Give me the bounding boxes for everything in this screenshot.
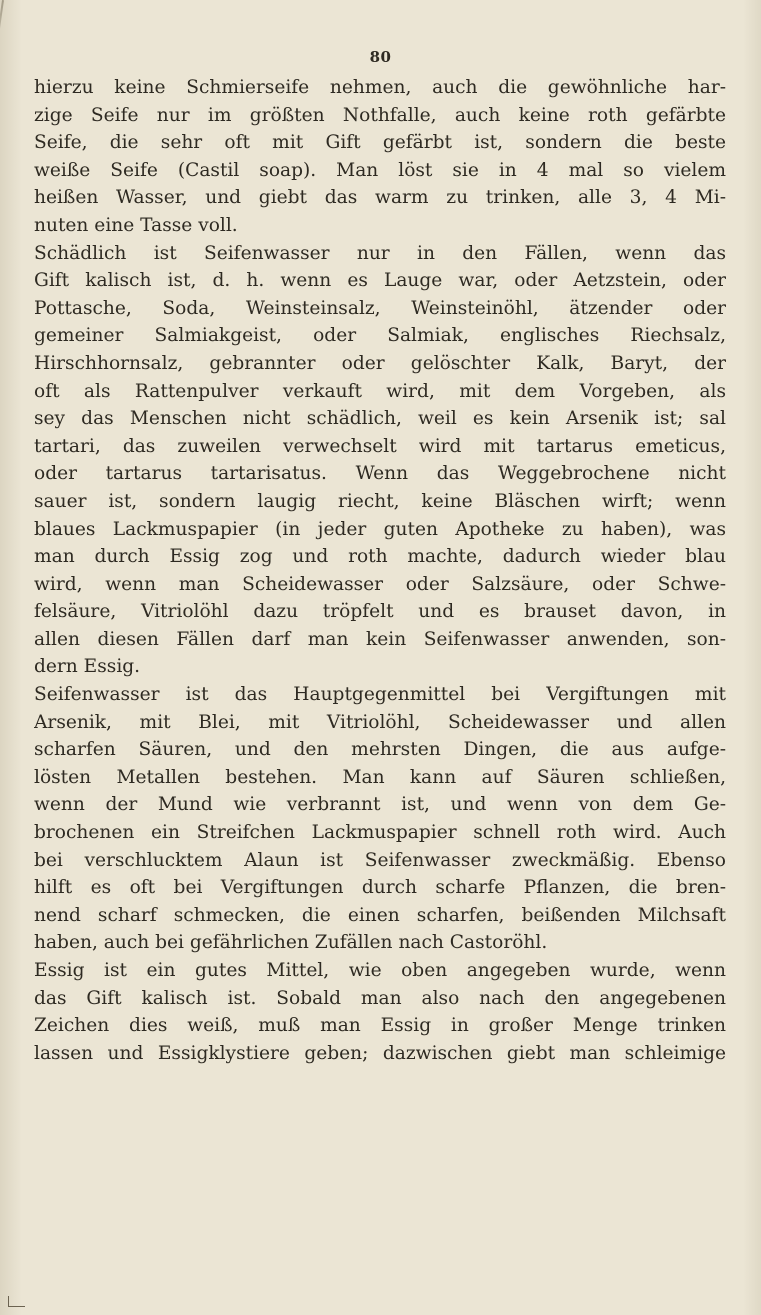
text-line: Seifenwasser ist das Hauptgegenmittel bei Vergiftungen mit bbox=[34, 684, 726, 706]
text-line: das Gift kalisch ist. Sobald man also nach den angegebenen bbox=[34, 987, 726, 1009]
text-line: lassen und Essigklystiere geben; dazwischen giebt man schleimige bbox=[34, 1042, 726, 1064]
text-line: sauer ist, sondern laugig riecht, keine Bläschen wirft; wenn bbox=[34, 490, 726, 512]
text-line: sey das Menschen nicht schädlich, weil es kein Arsenik ist; sal bbox=[34, 408, 726, 430]
text-line: oder tartarus tartarisatus. Wenn das Weggebrochene nicht bbox=[34, 463, 726, 485]
text-line: brochenen ein Streifchen Lackmuspapier schnell roth wird. Auch bbox=[34, 822, 726, 844]
text-line: felsäure, Vitriolöhl dazu tröpfelt und es brauset davon, in bbox=[34, 601, 726, 623]
text-line: scharfen Säuren, und den mehrsten Dingen, die aus aufge- bbox=[34, 739, 726, 761]
text-line: Pottasche, Soda, Weinsteinsalz, Weinsteinöhl, ätzender oder bbox=[34, 297, 726, 319]
text-line: haben, auch bei gefährlichen Zufällen nach Castoröhl. bbox=[34, 932, 548, 954]
text-line: bei verschlucktem Alaun ist Seifenwasser zweckmäßig. Ebenso bbox=[34, 849, 726, 871]
text-line: Arsenik, mit Blei, mit Vitriolöhl, Scheidewasser und allen bbox=[34, 711, 726, 733]
text-line: nuten eine Tasse voll. bbox=[34, 214, 238, 236]
text-line: gemeiner Salmiakgeist, oder Salmiak, englisches Riechsalz, bbox=[34, 325, 726, 347]
text-line: dern Essig. bbox=[34, 656, 141, 678]
text-line: wenn der Mund wie verbrannt ist, und wenn von dem Ge- bbox=[34, 794, 726, 816]
text-line: nend scharf schmecken, die einen scharfen, beißenden Milchsaft bbox=[34, 904, 726, 926]
text-line: blaues Lackmuspapier (in jeder guten Apotheke zu haben), was bbox=[34, 518, 726, 540]
text-line: heißen Wasser, und giebt das warm zu trinken, alle 3, 4 Mi- bbox=[34, 187, 726, 209]
text-line: Seife, die sehr oft mit Gift gefärbt ist, sondern die beste bbox=[34, 132, 726, 154]
corner-mark bbox=[8, 1296, 25, 1307]
text-line: Schädlich ist Seifenwasser nur in den Fällen, wenn das bbox=[34, 242, 726, 264]
text-line: weiße Seife (Castil soap). Man löst sie in 4 mal so vielem bbox=[34, 159, 726, 181]
text-line: Hirschhornsalz, gebrannter oder gelöschter Kalk, Baryt, der bbox=[34, 352, 726, 374]
text-line: zige Seife nur im größten Nothfalle, auch keine roth gefärbte bbox=[34, 104, 726, 126]
text-line: lösten Metallen bestehen. Man kann auf Säuren schließen, bbox=[34, 766, 726, 788]
body-text bbox=[34, 74, 726, 1067]
page-number: 80 bbox=[369, 48, 392, 66]
text-line: hierzu keine Schmierseife nehmen, auch die gewöhnliche har- bbox=[34, 77, 726, 98]
text-line: Zeichen dies weiß, muß man Essig in großer Menge trinken bbox=[34, 1015, 726, 1037]
text-line: Gift kalisch ist, d. h. wenn es Lauge war, oder Aetzstein, oder bbox=[34, 270, 726, 292]
text-line: wird, wenn man Scheidewasser oder Salzsäure, oder Schwe- bbox=[34, 573, 726, 595]
text-line: oft als Rattenpulver verkauft wird, mit dem Vorgeben, als bbox=[34, 380, 726, 402]
text-line: hilft es oft bei Vergiftungen durch scharfe Pflanzen, die bren- bbox=[34, 877, 726, 899]
text-line: man durch Essig zog und roth machte, dadurch wieder blau bbox=[34, 546, 726, 568]
text-line: Essig ist ein gutes Mittel, wie oben angegeben wurde, wenn bbox=[34, 960, 726, 981]
text-line: tartari, das zuweilen verwechselt wird mit tartarus emeticus, bbox=[34, 435, 726, 457]
text-line: allen diesen Fällen darf man kein Seifenwasser anwenden, son- bbox=[34, 628, 726, 650]
